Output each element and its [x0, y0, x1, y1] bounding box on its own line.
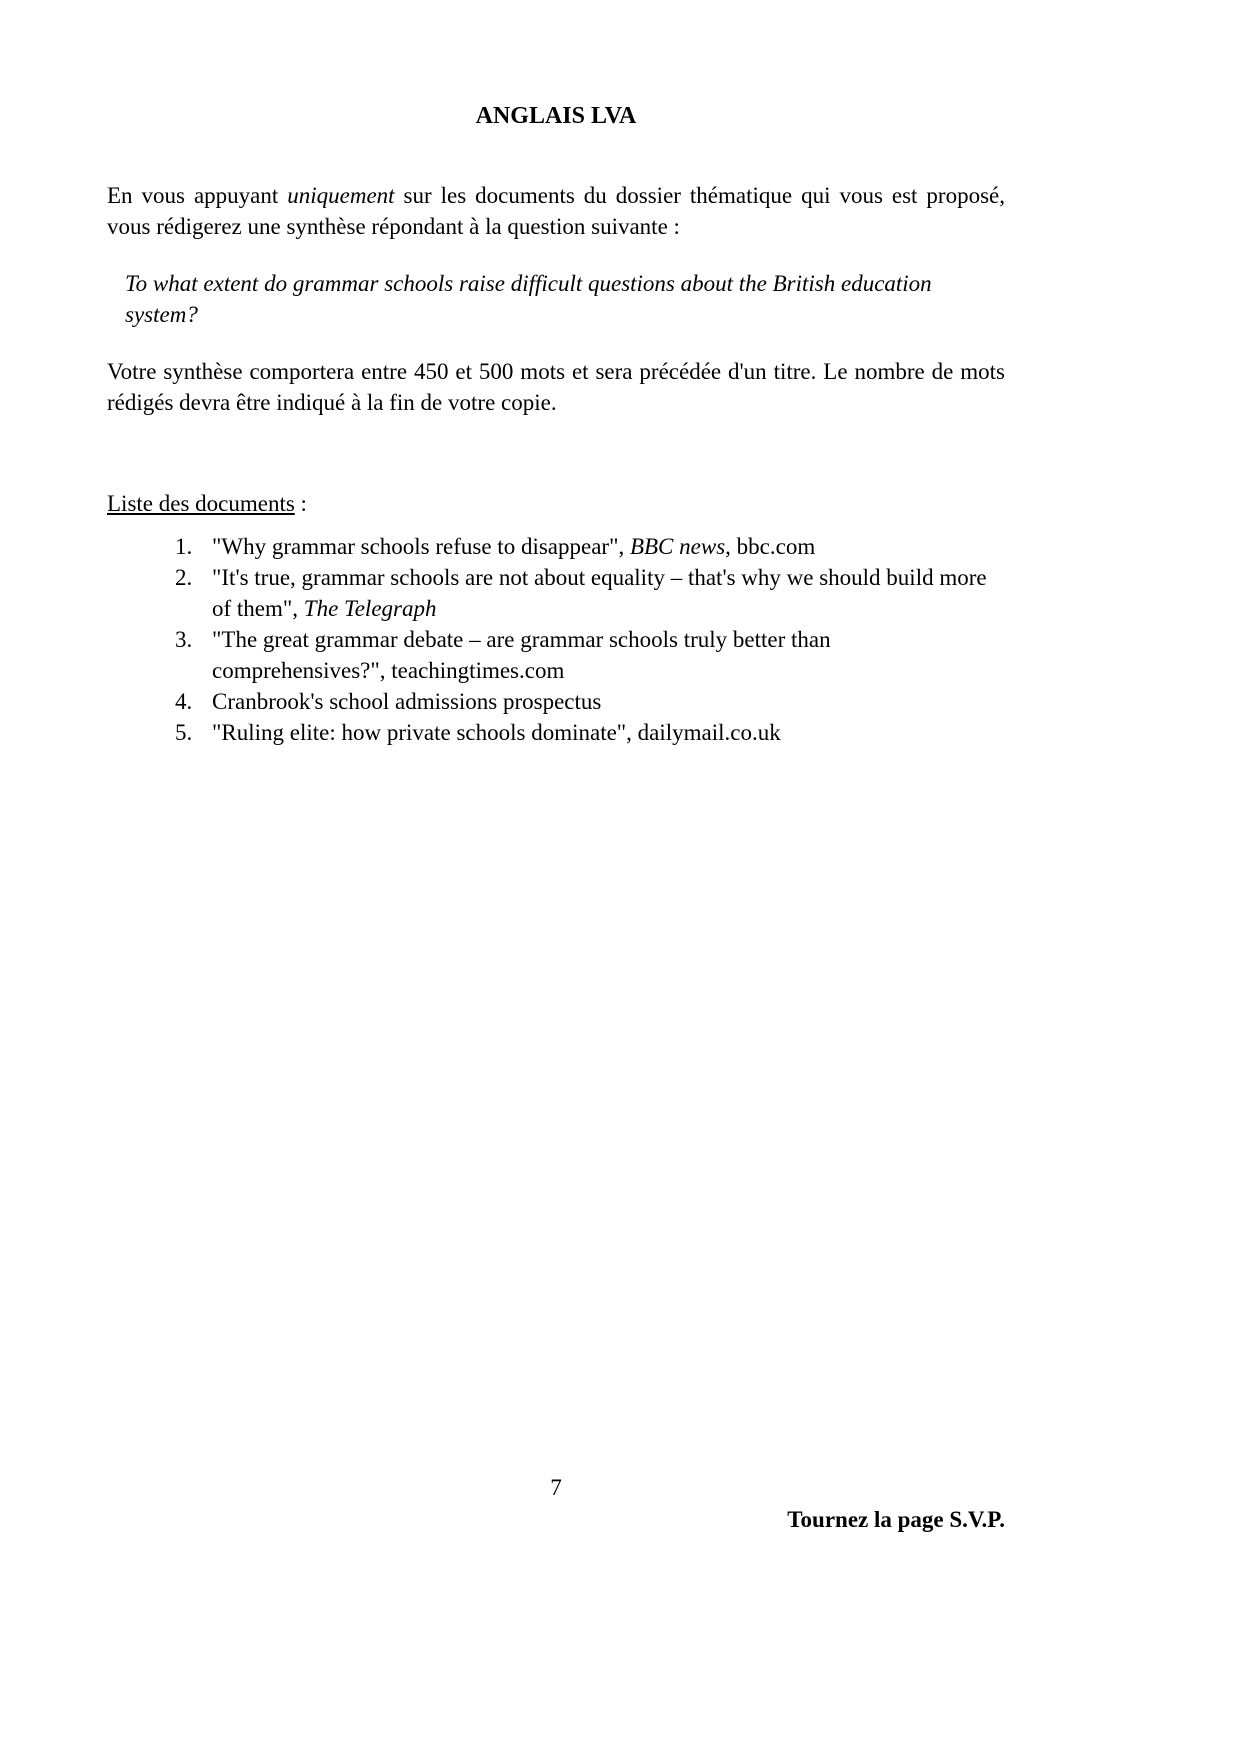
instructions-paragraph: Votre synthèse comportera entre 450 et 500 mots et sera précédée d'un titre. Le nombre de mots rédigés devra être indiqué à la fin de votre copie.	[107, 359, 1005, 415]
document-title: "Why grammar schools refuse to disappear", BBC news, bbc.com	[212, 534, 816, 559]
documents-list-heading-colon: :	[294, 491, 307, 516]
essay-question: To what extent do grammar schools raise difficult questions about the British education system?	[125, 271, 932, 327]
document-title: Cranbrook's school admissions prospectus	[212, 689, 602, 714]
documents-list-heading-text: Liste des documents	[107, 491, 295, 516]
documents-list-heading	[107, 488, 1005, 519]
document-title: "It's true, grammar schools are not about equality – that's why we should build more of them", The Telegraph	[212, 565, 987, 621]
document-number: 1.	[175, 534, 193, 559]
turn-page-note: Tournez la page S.V.P.	[787, 1507, 1005, 1532]
document-number: 2.	[175, 565, 193, 590]
document-number: 5.	[175, 720, 193, 745]
document-list-item	[175, 717, 1005, 748]
documents-list	[107, 531, 1005, 748]
document-list-item	[175, 562, 1005, 624]
page-number: 7	[550, 1475, 562, 1500]
document-title: "The great grammar debate – are grammar schools truly better than comprehensives?", teachingtimes.com	[212, 627, 831, 683]
document-number: 4.	[175, 689, 193, 714]
page-title: ANGLAIS LVA	[475, 103, 637, 129]
document-title: "Ruling elite: how private schools dominate", dailymail.co.uk	[212, 720, 781, 745]
document-list-item	[175, 624, 1005, 686]
document-list-item	[175, 531, 1005, 562]
document-list-item	[175, 686, 1005, 717]
document-number: 3.	[175, 627, 193, 652]
intro-paragraph: En vous appuyant uniquement sur les documents du dossier thématique qui vous est proposé, vous rédigerez une synthèse répondant à la question suivante :	[107, 183, 1005, 239]
